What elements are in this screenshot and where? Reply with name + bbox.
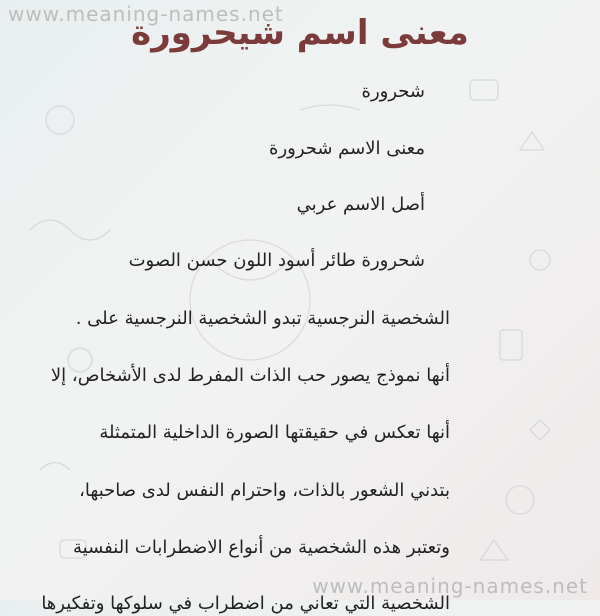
paragraph-line-1: الشخصية النرجسية تبدو الشخصية النرجسية على .: [75, 308, 450, 329]
description-line: شحرورة طائر أسود اللون حسن الصوت: [128, 250, 425, 271]
meaning-line: معنى الاسم شحرورة: [269, 138, 425, 159]
name-line: شحرورة: [361, 81, 425, 102]
paragraph-line-5: وتعتبر هذه الشخصية من أنواع الاضطرابات النفسية: [73, 537, 450, 558]
page-title: معنى اسم شيحرورة: [131, 13, 469, 53]
watermark-bottom: www.meaning-names.net: [312, 574, 588, 598]
paragraph-line-2: أنها نموذج يصور حب الذات المفرط لدى الأشخاص، إلا: [50, 365, 450, 386]
origin-line: أصل الاسم عربي: [296, 194, 425, 215]
paragraph-line-3: أنها تعكس في حقيقتها الصورة الداخلية المتمثلة: [99, 422, 450, 443]
paragraph-line-6: الشخصية التي تعاني من اضطراب في سلوكها وتفكيرها: [41, 593, 450, 614]
paragraph-line-4: بتدني الشعور بالذات، واحترام النفس لدى صاحبها،: [79, 480, 450, 501]
watermark-top: www.meaning-names.net: [8, 2, 284, 26]
